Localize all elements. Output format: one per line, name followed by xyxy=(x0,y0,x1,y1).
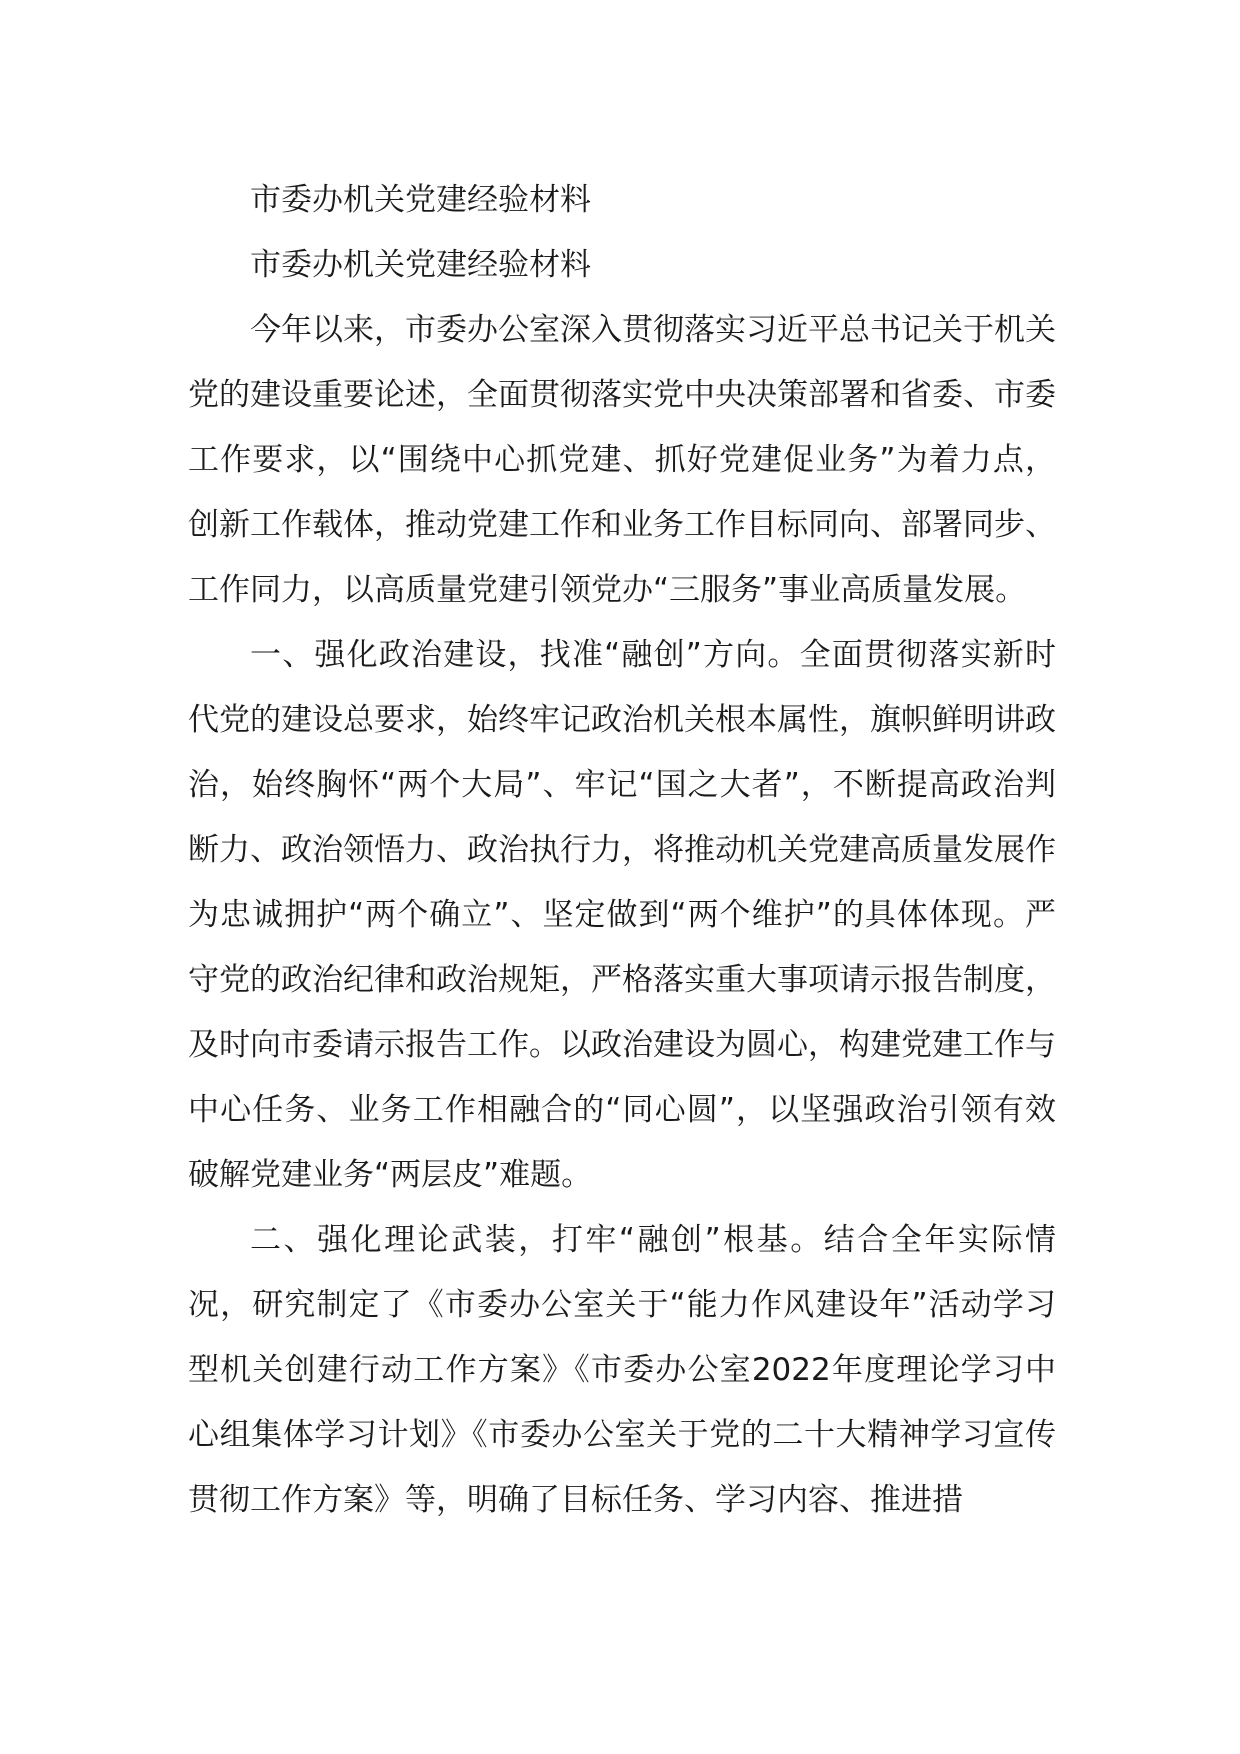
document-title: 市委办机关党建经验材料 xyxy=(250,182,591,218)
paragraph-intro: 今年以来，市委办公室深入贯彻落实习近平总书记关于机关党的建设重要论述，全面贯彻落实党中央决策部署和省委、市委工作要求，以“围绕中心抓党建、抓好党建促业务”为着力点，创新工作载体，推动党建工作和业务工作目标同向、部署同步、工作同力，以高质量党建引领党办“三服务”事业高质量发展。 xyxy=(188,312,1056,608)
paragraph-section-2: 二、强化理论武装，打牢“融创”根基。结合全年实际情况，研究制定了《市委办公室关于“能力作风建设年”活动学习型机关创建行动工作方案》《市委办公室2022年度理论学习中心组集体学习计划》《市委办公室关于党的二十大精神学习宣传贯彻工作方案》等，明确了目标任务、学习内容、推进措 xyxy=(188,1222,1056,1518)
document-body xyxy=(188,168,1056,1533)
document-subtitle: 市委办机关党建经验材料 xyxy=(250,247,591,283)
paragraph-section-1: 一、强化政治建设，找准“融创”方向。全面贯彻落实新时代党的建设总要求，始终牢记政治机关根本属性，旗帜鲜明讲政治，始终胸怀“两个大局”、牢记“国之大者”，不断提高政治判断力、政治领悟力、政治执行力，将推动机关党建高质量发展作为忠诚拥护“两个确立”、坚定做到“两个维护”的具体体现。严守党的政治纪律和政治规矩，严格落实重大事项请示报告制度，及时向市委请示报告工作。以政治建设为圆心，构建党建工作与中心任务、业务工作相融合的“同心圆”，以坚强政治引领有效破解党建业务“两层皮”难题。 xyxy=(188,637,1056,1193)
